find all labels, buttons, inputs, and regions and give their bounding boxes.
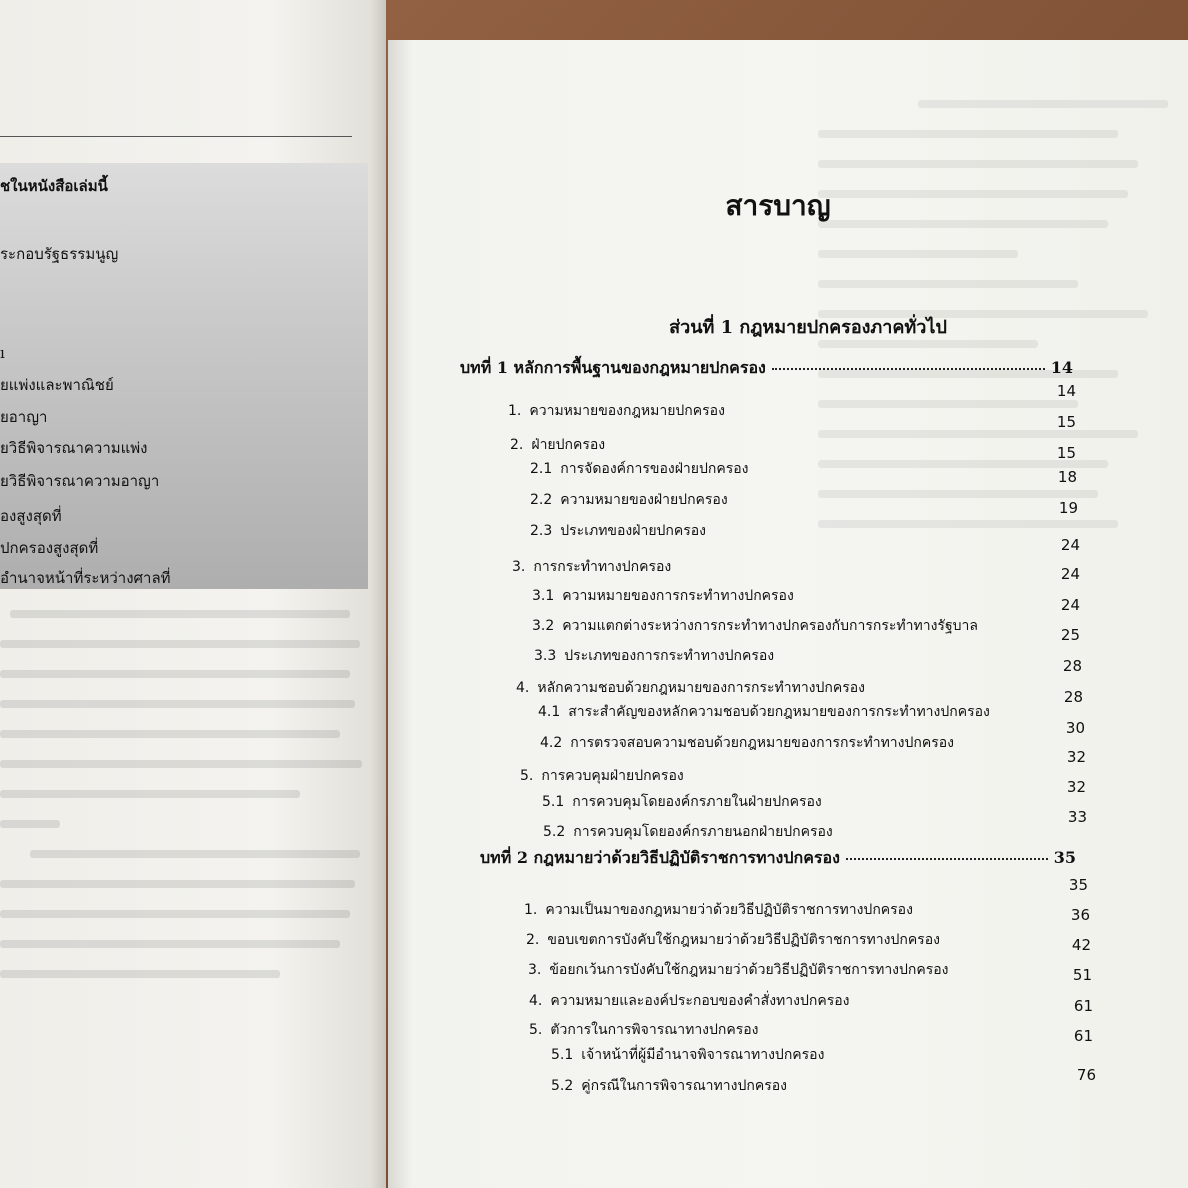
toc-entry[interactable] (538, 701, 990, 723)
toc-entry[interactable] (532, 585, 794, 607)
entry-title: ประเภทของการกระทำทางปกครอง (564, 648, 775, 664)
toc-entry[interactable] (512, 556, 671, 578)
entry-number: 2. (510, 437, 524, 453)
entry-title: ความหมายและองค์ประกอบของคำสั่งทางปกครอง (550, 993, 850, 1009)
left-box-line: ระกอบรัฐธรรมนูญ (0, 245, 119, 263)
entry-title: สาระสำคัญของหลักความชอบด้วยกฎหมายของการกระทำทางปกครอง (568, 704, 990, 720)
page-number: 32 (1066, 748, 1086, 766)
toc-title: สารบาญ (725, 189, 831, 222)
entry-title: การจัดองค์การของฝ่ายปกครอง (560, 461, 749, 477)
entry-number: 4.1 (538, 704, 561, 720)
entry-number: 5. (529, 1022, 543, 1038)
chapter-entry[interactable] (480, 846, 1076, 871)
entry-title: การควบคุมโดยองค์กรภายในฝ่ายปกครอง (572, 794, 822, 810)
header-rule (0, 136, 352, 137)
page-number: 15 (1056, 444, 1076, 462)
toc-entry[interactable] (540, 732, 954, 754)
page-number: 61 (1073, 1027, 1093, 1045)
entry-title: การตรวจสอบความชอบด้วยกฎหมายของการกระทำทางปกครอง (570, 735, 955, 751)
bleed-through-text (0, 610, 386, 1170)
page-number: 36 (1070, 906, 1090, 924)
entry-title: ข้อยกเว้นการบังคับใช้กฎหมายว่าด้วยวิธีปฏิบัติราชการทางปกครอง (549, 962, 949, 978)
toc-entry[interactable] (534, 645, 774, 667)
entry-title: คู่กรณีในการพิจารณาทางปกครอง (581, 1078, 787, 1094)
page-number: 24 (1060, 565, 1080, 583)
toc-entry[interactable] (529, 990, 849, 1012)
entry-title: ความหมายของฝ่ายปกครอง (560, 492, 728, 508)
toc-entry[interactable] (551, 1075, 787, 1097)
entry-number: 2.2 (530, 492, 553, 508)
left-page (0, 0, 386, 1188)
toc-entry[interactable] (530, 520, 706, 542)
toc-entry[interactable] (516, 677, 865, 699)
entry-title: ขอบเขตการบังคับใช้กฎหมายว่าด้วยวิธีปฏิบัติราชการทางปกครอง (547, 932, 940, 948)
entry-number: 2.1 (530, 461, 553, 477)
entry-number: 3. (512, 559, 526, 575)
page-number: 42 (1071, 936, 1091, 954)
entry-title: ฝ่ายปกครอง (531, 437, 606, 453)
page-number: 24 (1060, 596, 1080, 614)
page-number: 25 (1060, 626, 1080, 644)
chapter-entry[interactable] (460, 356, 1073, 381)
left-box-line: ยอาญา (0, 408, 48, 426)
entry-number: 3.2 (532, 618, 555, 634)
page-number: 19 (1058, 499, 1078, 517)
entry-number: 3.3 (534, 648, 557, 664)
toc-entry[interactable] (532, 615, 978, 637)
entry-number: 5. (520, 768, 534, 784)
toc-entry[interactable] (529, 1019, 759, 1041)
entry-title: ความแตกต่างระหว่างการกระทำทางปกครองกับการกระทำทางรัฐบาล (562, 618, 978, 634)
entry-title: การควบคุมฝ่ายปกครอง (541, 768, 684, 784)
entry-title: ความเป็นมาของกฎหมายว่าด้วยวิธีปฏิบัติราชการทางปกครอง (545, 902, 913, 918)
left-box-line: อำนาจหน้าที่ระหว่างศาลที่ (0, 569, 171, 587)
entry-title: หลักความชอบด้วยกฎหมายของการกระทำทางปกครอง (537, 680, 866, 696)
page-number: 30 (1065, 719, 1085, 737)
left-box-line: ı (0, 344, 5, 362)
toc-entry[interactable] (524, 899, 913, 921)
entry-number: 4. (516, 680, 530, 696)
chapter-page-number: 35 (1053, 848, 1076, 867)
chapter-label: บทที่ 2 กฎหมายว่าด้วยวิธีปฏิบัติราชการทางปกครอง (480, 848, 840, 867)
toc-entry[interactable] (520, 765, 684, 787)
table-of-contents (388, 40, 1188, 1188)
entry-title: ความหมายของการกระทำทางปกครอง (562, 588, 794, 604)
page-number: 33 (1067, 808, 1087, 826)
left-box-line: ยแพ่งและพาณิชย์ (0, 376, 114, 394)
entry-title: ความหมายของกฎหมายปกครอง (529, 403, 725, 419)
left-box-line: ปกครองสูงสุดที่ (0, 539, 99, 557)
entry-title: เจ้าหน้าที่ผู้มีอำนาจพิจารณาทางปกครอง (581, 1047, 825, 1063)
leader-dots (846, 858, 1048, 860)
page-number: 14 (1056, 382, 1076, 400)
entry-number: 4.2 (540, 735, 563, 751)
entry-number: 1. (508, 403, 522, 419)
page-number: 18 (1057, 468, 1077, 486)
page-number: 32 (1066, 778, 1086, 796)
entry-number: 2.3 (530, 523, 553, 539)
page-number: 61 (1073, 997, 1093, 1015)
page-number: 28 (1063, 688, 1083, 706)
page-number: 76 (1076, 1066, 1096, 1084)
entry-title: ประเภทของฝ่ายปกครอง (560, 523, 707, 539)
toc-entry[interactable] (542, 791, 822, 813)
entry-number: 4. (529, 993, 543, 1009)
page-number: 35 (1068, 876, 1088, 894)
toc-entry[interactable] (526, 929, 940, 951)
toc-entry[interactable] (528, 959, 949, 981)
part-title: ส่วนที่ 1 กฎหมายปกครองภาคทั่วไป (669, 317, 947, 338)
entry-number: 3. (528, 962, 542, 978)
entry-title: การกระทำทางปกครอง (533, 559, 672, 575)
entry-number: 5.2 (543, 824, 566, 840)
left-box-line: องสูงสุดที่ (0, 507, 62, 525)
left-box-line: ยวิธีพิจารณาความอาญา (0, 472, 160, 490)
toc-entry[interactable] (530, 489, 728, 511)
leader-dots (772, 368, 1045, 370)
left-box-line: ยวิธีพิจารณาความแพ่ง (0, 439, 148, 457)
page-number: 28 (1062, 657, 1082, 675)
toc-entry[interactable] (508, 400, 725, 422)
toc-entry[interactable] (543, 821, 833, 843)
entry-title: ตัวการในการพิจารณาทางปกครอง (550, 1022, 759, 1038)
left-box-line: ชในหนังสือเล่มนี้ (0, 177, 108, 195)
chapter-page-number: 14 (1050, 358, 1073, 377)
entry-number: 5.1 (551, 1047, 574, 1063)
page-number: 15 (1056, 413, 1076, 431)
page-number: 24 (1060, 536, 1080, 554)
entry-number: 3.1 (532, 588, 555, 604)
toc-entry[interactable] (530, 458, 748, 480)
entry-number: 1. (524, 902, 538, 918)
toc-entry[interactable] (551, 1044, 824, 1066)
toc-entry[interactable] (510, 434, 605, 456)
entry-number: 5.1 (542, 794, 565, 810)
chapter-label: บทที่ 1 หลักการพื้นฐานของกฎหมายปกครอง (460, 358, 766, 377)
entry-number: 2. (526, 932, 540, 948)
page-number: 51 (1072, 966, 1092, 984)
entry-title: การควบคุมโดยองค์กรภายนอกฝ่ายปกครอง (573, 824, 833, 840)
right-page (388, 40, 1188, 1188)
entry-number: 5.2 (551, 1078, 574, 1094)
